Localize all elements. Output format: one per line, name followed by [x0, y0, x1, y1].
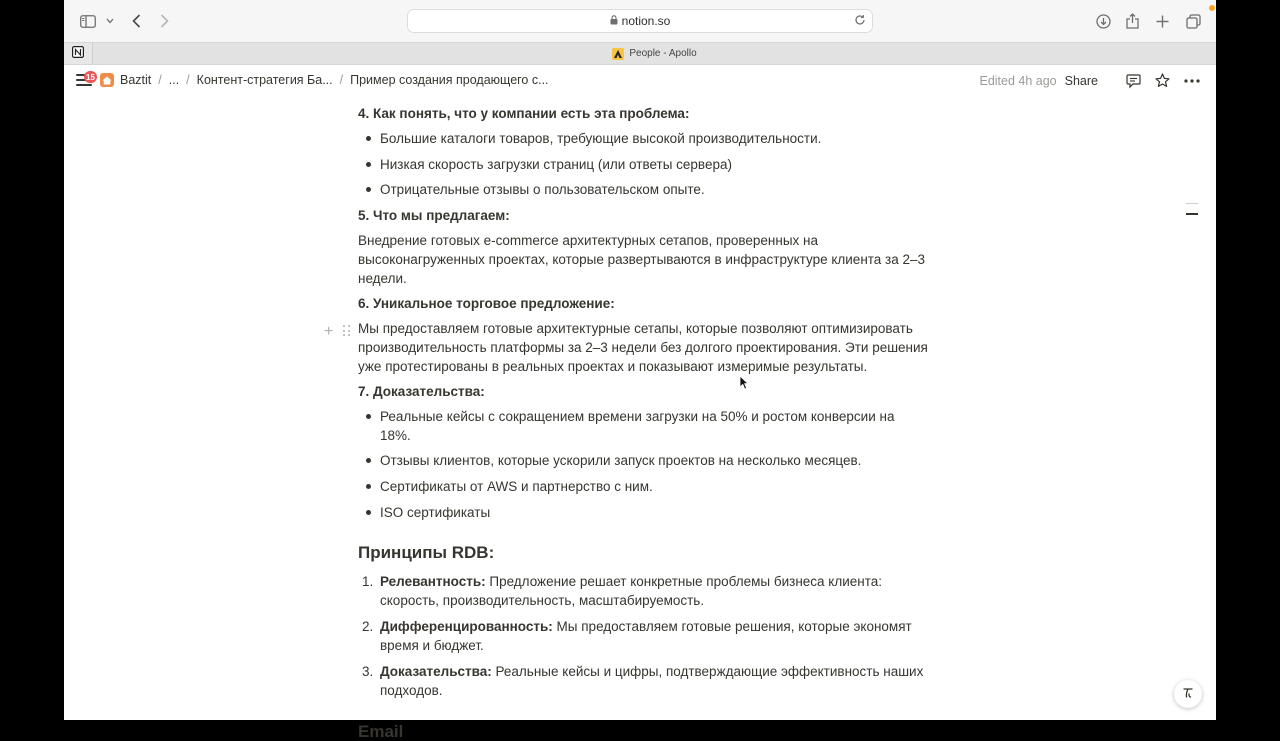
drag-handle-icon[interactable] [343, 325, 351, 337]
breadcrumb-separator: / [158, 73, 162, 87]
list-item: Сертификаты от AWS и партнерство с ним. [358, 477, 928, 496]
list-item-text: Предложение решает конкретные проблемы бизнеса клиента: скорость, производительность, масштабируемость. [380, 573, 883, 608]
reload-icon[interactable] [854, 14, 866, 29]
browser-window [64, 0, 1216, 741]
list-item-text: Реальные кейсы и цифры, подтверждающие эффективность наших подходов. [380, 663, 924, 698]
workspace-home-icon [100, 73, 114, 87]
list-item: Большие каталоги товаров, требующие высокой производительности. [358, 129, 928, 148]
apollo-logo-icon [612, 48, 624, 60]
breadcrumb-item-ellipsis[interactable]: ... [168, 73, 180, 87]
recording-indicator [1209, 5, 1215, 11]
edited-timestamp[interactable]: Edited 4h ago [979, 73, 1057, 88]
breadcrumb-item-workspace[interactable]: Baztit [120, 73, 152, 87]
sidebar-toggle-icon[interactable] [80, 12, 96, 30]
share-page-icon[interactable] [1126, 12, 1139, 30]
list-item: Реальные кейсы с сокращением времени загрузки на 50% и ростом конверсии на 18%. [358, 407, 928, 445]
list-item: Низкая скорость загрузки страниц (или ответы сервера) [358, 155, 928, 174]
list-item: Отзывы клиентов, которые ускорили запуск проектов на несколько месяцев. [358, 451, 928, 470]
bullet-list-4 [358, 129, 928, 199]
section-heading-5: 5. Что мы предлагаем: [358, 207, 510, 223]
breadcrumb [100, 73, 549, 87]
tab-overview-icon[interactable] [1186, 12, 1201, 30]
more-options-icon[interactable] [1184, 79, 1200, 83]
tab-bar [64, 42, 1216, 65]
topbar-actions [979, 73, 1200, 88]
breadcrumb-separator: / [339, 73, 344, 87]
notion-logo-icon [72, 45, 84, 63]
list-item: ISO сертификаты [358, 503, 928, 522]
rdb-numbered-list [358, 572, 928, 700]
download-icon[interactable] [1096, 12, 1111, 30]
address-url: notion.so [621, 14, 671, 28]
notification-badge: 15 [84, 71, 97, 83]
add-block-icon[interactable]: + [324, 323, 334, 340]
list-item-term: Дифференцированность: [380, 618, 553, 634]
help-icon [1181, 686, 1195, 703]
page-content [358, 98, 928, 741]
rdb-heading: Принципы RDB: [358, 542, 495, 562]
notion-topbar [64, 65, 1216, 98]
browser-toolbar [64, 0, 1216, 42]
bullet-list-7 [358, 407, 928, 522]
section-heading-4: 4. Как понять, что у компании есть эта проблема: [358, 106, 690, 121]
list-item-term: Релевантность: [380, 573, 486, 589]
list-item [358, 572, 928, 610]
tab-notion[interactable] [64, 43, 92, 64]
paragraph-usp: Мы предоставляем готовые архитектурные сетапы, которые позволяют оптимизировать производительность платформы за 2–3 недели без долгого проектирования. Эти решения уже протестированы в реальных проектах и показывают измеримые результаты. [358, 320, 928, 374]
tab-apollo[interactable] [92, 43, 1216, 64]
comments-icon[interactable] [1126, 74, 1141, 88]
section-heading-6: 6. Уникальное торговое предложение: [358, 295, 615, 311]
breadcrumb-item-current[interactable]: Пример создания продающего с... [350, 73, 549, 87]
list-number: 1. [362, 573, 374, 589]
chevron-down-icon[interactable] [106, 12, 114, 30]
forward-icon[interactable] [160, 12, 169, 30]
tab-title: People - Apollo [629, 48, 697, 59]
section-heading-7: 7. Доказательства: [358, 383, 485, 399]
list-item [358, 617, 928, 655]
list-item [358, 662, 928, 700]
mouse-cursor-icon [739, 375, 749, 395]
list-item-text: Мы предоставляем готовые решения, которые экономят время и бюджет. [380, 618, 912, 653]
back-icon[interactable] [132, 12, 141, 30]
next-heading: Email [358, 721, 404, 741]
list-number: 2. [362, 618, 374, 634]
lock-icon [610, 14, 618, 28]
new-tab-icon[interactable] [1156, 12, 1169, 30]
list-item: Отрицательные отзывы о пользовательском опыте. [358, 180, 928, 199]
favorite-star-icon[interactable] [1155, 73, 1170, 88]
share-button[interactable]: Share [1064, 73, 1098, 88]
breadcrumb-item-parent[interactable]: Контент-стратегия Ба... [196, 73, 333, 87]
help-button[interactable] [1174, 680, 1202, 708]
list-item-term: Доказательства: [380, 663, 492, 679]
table-of-contents-indicator[interactable] [1186, 203, 1198, 224]
paragraph-offer: Внедрение готовых e-commerce архитектурных сетапов, проверенных на высоконагруженных проектах, которые развертываются в инфраструктуре клиента за 2–3 недели. [358, 232, 926, 286]
address-bar[interactable] [407, 9, 873, 33]
list-number: 3. [362, 663, 374, 679]
breadcrumb-separator: / [186, 73, 190, 87]
